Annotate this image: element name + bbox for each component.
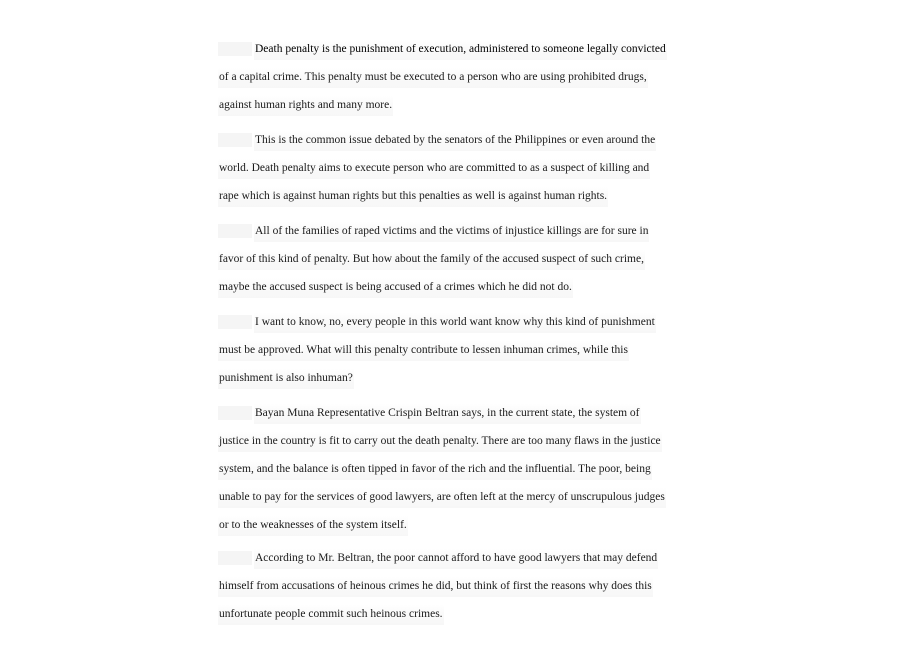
paragraph-line xyxy=(218,187,698,215)
paragraph-line xyxy=(218,313,698,341)
paragraph-2 xyxy=(218,131,698,215)
paragraph-3 xyxy=(218,222,698,306)
paragraph-line xyxy=(218,159,698,187)
line-text: against human rights and many more. xyxy=(218,96,393,116)
line-text: punishment is also inhuman? xyxy=(218,369,354,389)
paragraph-line xyxy=(218,250,698,278)
line-text: According to Mr. Beltran, the poor cannot afford to have good lawyers that may defend xyxy=(254,549,658,569)
indent-spacer xyxy=(218,42,252,56)
paragraph-line xyxy=(218,222,698,250)
paragraph-line xyxy=(218,577,698,605)
paragraph-line xyxy=(218,432,698,460)
line-text: justice in the country is fit to carry out the death penalty. There are too many flaws in the justice xyxy=(218,432,662,452)
paragraph-1 xyxy=(218,40,698,124)
paragraph-line xyxy=(218,369,698,397)
line-text: rape which is against human rights but this penalties as well is against human rights. xyxy=(218,187,608,207)
line-text: I want to know, no, every people in this world want know why this kind of punishment xyxy=(254,313,656,333)
line-text: unfortunate people commit such heinous crimes. xyxy=(218,605,444,625)
indent-spacer xyxy=(218,133,252,147)
line-text: must be approved. What will this penalty contribute to lessen inhuman crimes, while this xyxy=(218,341,629,361)
paragraph-6 xyxy=(218,549,698,633)
line-text: Death penalty is the punishment of execution, administered to someone legally convicted xyxy=(254,40,667,60)
paragraph-line xyxy=(218,460,698,488)
line-text: Bayan Muna Representative Crispin Beltran says, in the current state, the system of xyxy=(254,404,641,424)
paragraph-line xyxy=(218,605,698,633)
indent-spacer xyxy=(218,315,252,329)
paragraph-line xyxy=(218,341,698,369)
indent-spacer xyxy=(218,406,252,420)
paragraph-line xyxy=(218,404,698,432)
line-text: This is the common issue debated by the senators of the Philippines or even around the xyxy=(254,131,656,151)
paragraph-line xyxy=(218,516,698,544)
line-text: world. Death penalty aims to execute person who are committed to as a suspect of killing and xyxy=(218,159,650,179)
paragraph-line xyxy=(218,278,698,306)
paragraph-line xyxy=(218,131,698,159)
paragraph-4 xyxy=(218,313,698,397)
line-text: unable to pay for the services of good lawyers, are often left at the mercy of unscrupulous judges xyxy=(218,488,666,508)
indent-spacer xyxy=(218,224,252,238)
line-text: system, and the balance is often tipped in favor of the rich and the influential. The poor, being xyxy=(218,460,652,480)
line-text: favor of this kind of penalty. But how about the family of the accused suspect of such crime, xyxy=(218,250,645,270)
paragraph-line xyxy=(218,488,698,516)
paragraph-5 xyxy=(218,404,698,544)
line-text: or to the weaknesses of the system itself. xyxy=(218,516,408,536)
paragraph-line xyxy=(218,68,698,96)
line-text: All of the families of raped victims and the victims of injustice killings are for sure in xyxy=(254,222,649,242)
paragraph-line xyxy=(218,549,698,577)
line-text: maybe the accused suspect is being accused of a crimes which he did not do. xyxy=(218,278,573,298)
paragraph-line xyxy=(218,96,698,124)
indent-spacer xyxy=(218,551,252,565)
line-text: of a capital crime. This penalty must be executed to a person who are using prohibited drugs, xyxy=(218,68,648,88)
line-text: himself from accusations of heinous crimes he did, but think of first the reasons why does this xyxy=(218,577,653,597)
paragraph-line xyxy=(218,40,698,68)
